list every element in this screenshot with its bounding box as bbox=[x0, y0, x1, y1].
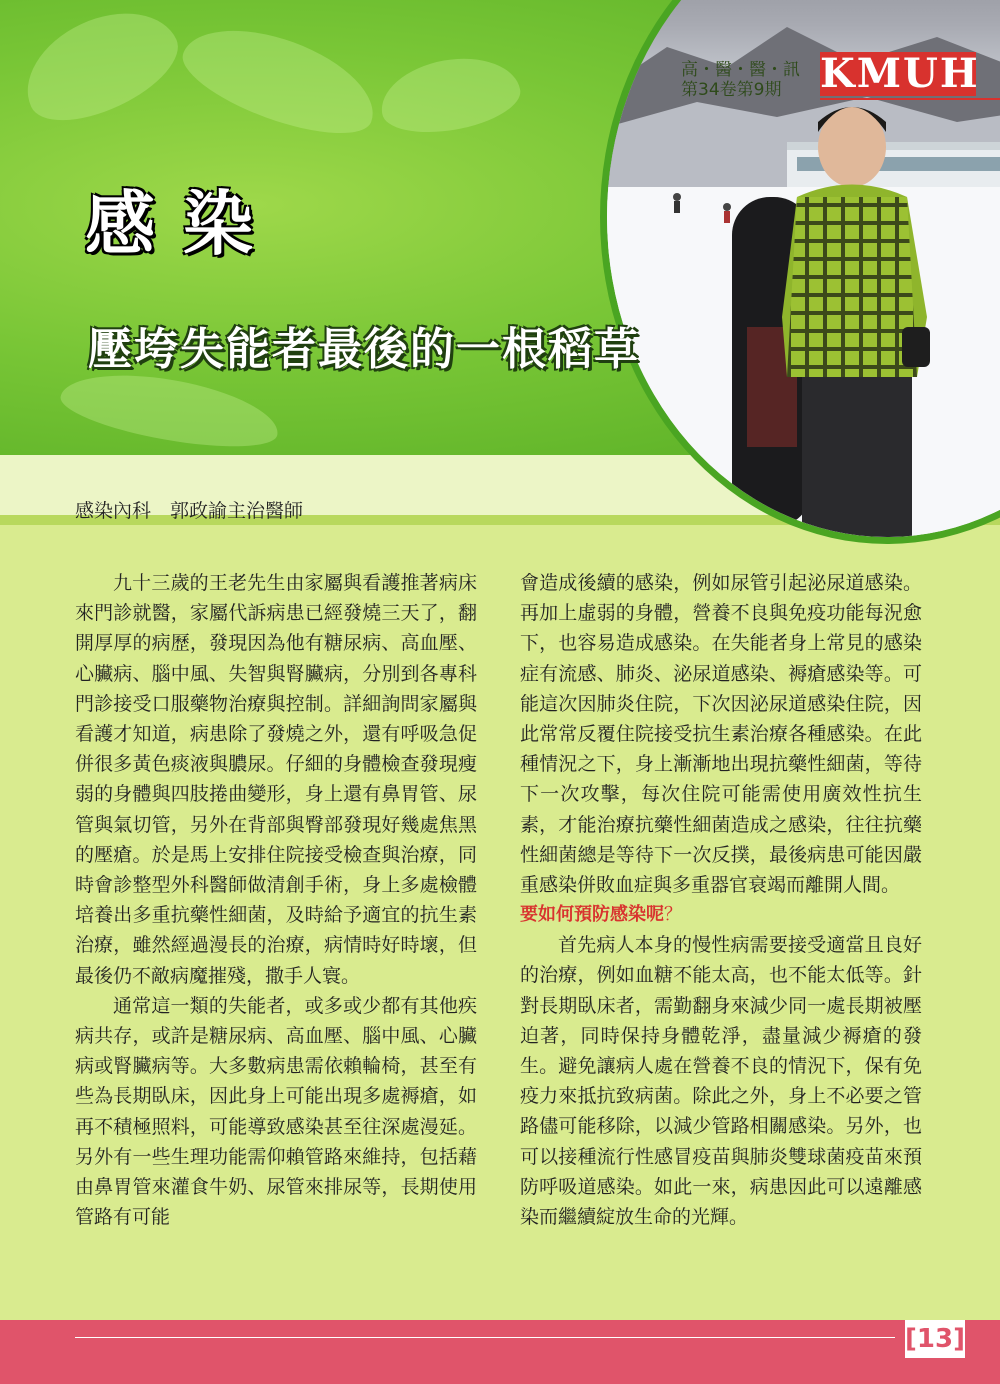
section-heading-text: 要如何預防感染呢 bbox=[520, 904, 664, 926]
logo-underline bbox=[820, 98, 1000, 100]
left-column bbox=[75, 568, 477, 1232]
magazine-name: 高・醫・醫・訊 bbox=[681, 60, 800, 80]
article-title: 感染 bbox=[85, 183, 281, 265]
author-byline: 感染內科 郭政諭主治醫師 bbox=[75, 500, 304, 522]
footer-rule bbox=[75, 1337, 895, 1338]
section-heading-mark: ？ bbox=[664, 904, 682, 926]
paragraph: 通常這一類的失能者，或多或少都有其他疾病共存，或許是糖尿病、高血壓、腦中風、心臟病或腎臟病等。大多數病患需依賴輪椅，甚至有些為長期臥床，因此身上可能出現多處褥瘡，如再不積極照料，可能導致感染甚至往深處漫延。另外有一些生理功能需仰賴管路來維持，包括藉由鼻胃管來灌食牛奶、尿管來排尿等，長期使用管路有可能 bbox=[75, 994, 477, 1229]
magazine-header bbox=[681, 60, 800, 100]
article-subtitle: 壓垮失能者最後的一根稻草 bbox=[88, 324, 640, 375]
kmuh-logo: KMUH bbox=[820, 50, 980, 97]
footer-band bbox=[0, 1320, 1000, 1384]
paragraph: 首先病人本身的慢性病需要接受適當且良好的治療，例如血糖不能太高，也不能太低等。針對長期臥床者，需勤翻身來減少同一處長期被壓迫著，同時保持身體乾淨，盡量減少褥瘡的發生。避免讓病人處在營養不良的情況下，保有免疫力來抵抗致病菌。除此之外，身上不必要之管路儘可能移除，以減少管路相關感染。另外，也可以接種流行性感冒疫苗與肺炎雙球菌疫苗來預防呼吸道感染。如此一來，病患因此可以遠離感染而繼續綻放生命的光輝。 bbox=[520, 934, 922, 1229]
page-number: [13] bbox=[905, 1320, 965, 1358]
decorative-leaf bbox=[8, 0, 191, 140]
magazine-issue: 第34卷第9期 bbox=[681, 80, 782, 100]
right-column bbox=[520, 568, 922, 1232]
section-heading bbox=[520, 900, 922, 930]
decorative-leaf bbox=[172, 8, 387, 152]
paragraph: 會造成後續的感染，例如尿管引起泌尿道感染。再加上虛弱的身體，營養不良與免疫功能每況愈下，也容易造成感染。在失能者身上常見的感染症有流感、肺炎、泌尿道感染、褥瘡感染等。可能這次因肺炎住院，下次因泌尿道感染住院，因此常常反覆住院接受抗生素治療各種感染。在此種情況之下，身上漸漸地出現抗藥性細菌，等待下一次攻擊，每次住院可能需使用廣效性抗生素，才能治療抗藥性細菌造成之感染，往往抗藥性細菌總是等待下一次反撲，最後病患可能因嚴重感染併敗血症與多重器官衰竭而離開人間。 bbox=[520, 572, 922, 897]
decorative-leaf bbox=[375, 48, 525, 141]
paragraph: 九十三歲的王老先生由家屬與看護推著病床來門診就醫，家屬代訴病患已經發燒三天了，翻開厚厚的病歷，發現因為他有糖尿病、高血壓、心臟病、腦中風、失智與腎臟病，分別到各專科門診接受口服藥物治療與控制。詳細詢問家屬與看護才知道，病患除了發燒之外，還有呼吸急促併很多黃色痰液與膿尿。仔細的身體檢查發現瘦弱的身體與四肢捲曲變形，身上還有鼻胃管、尿管與氣切管，另外在背部與臀部發現好幾處焦黑的壓瘡。於是馬上安排住院接受檢查與治療，同時會診整型外科醫師做清創手術，身上多處檢體培養出多重抗藥性細菌，及時給予適宜的抗生素治療，雖然經過漫長的治療，病情時好時壞，但最後仍不敵病魔摧殘，撒手人寰。 bbox=[75, 572, 477, 987]
